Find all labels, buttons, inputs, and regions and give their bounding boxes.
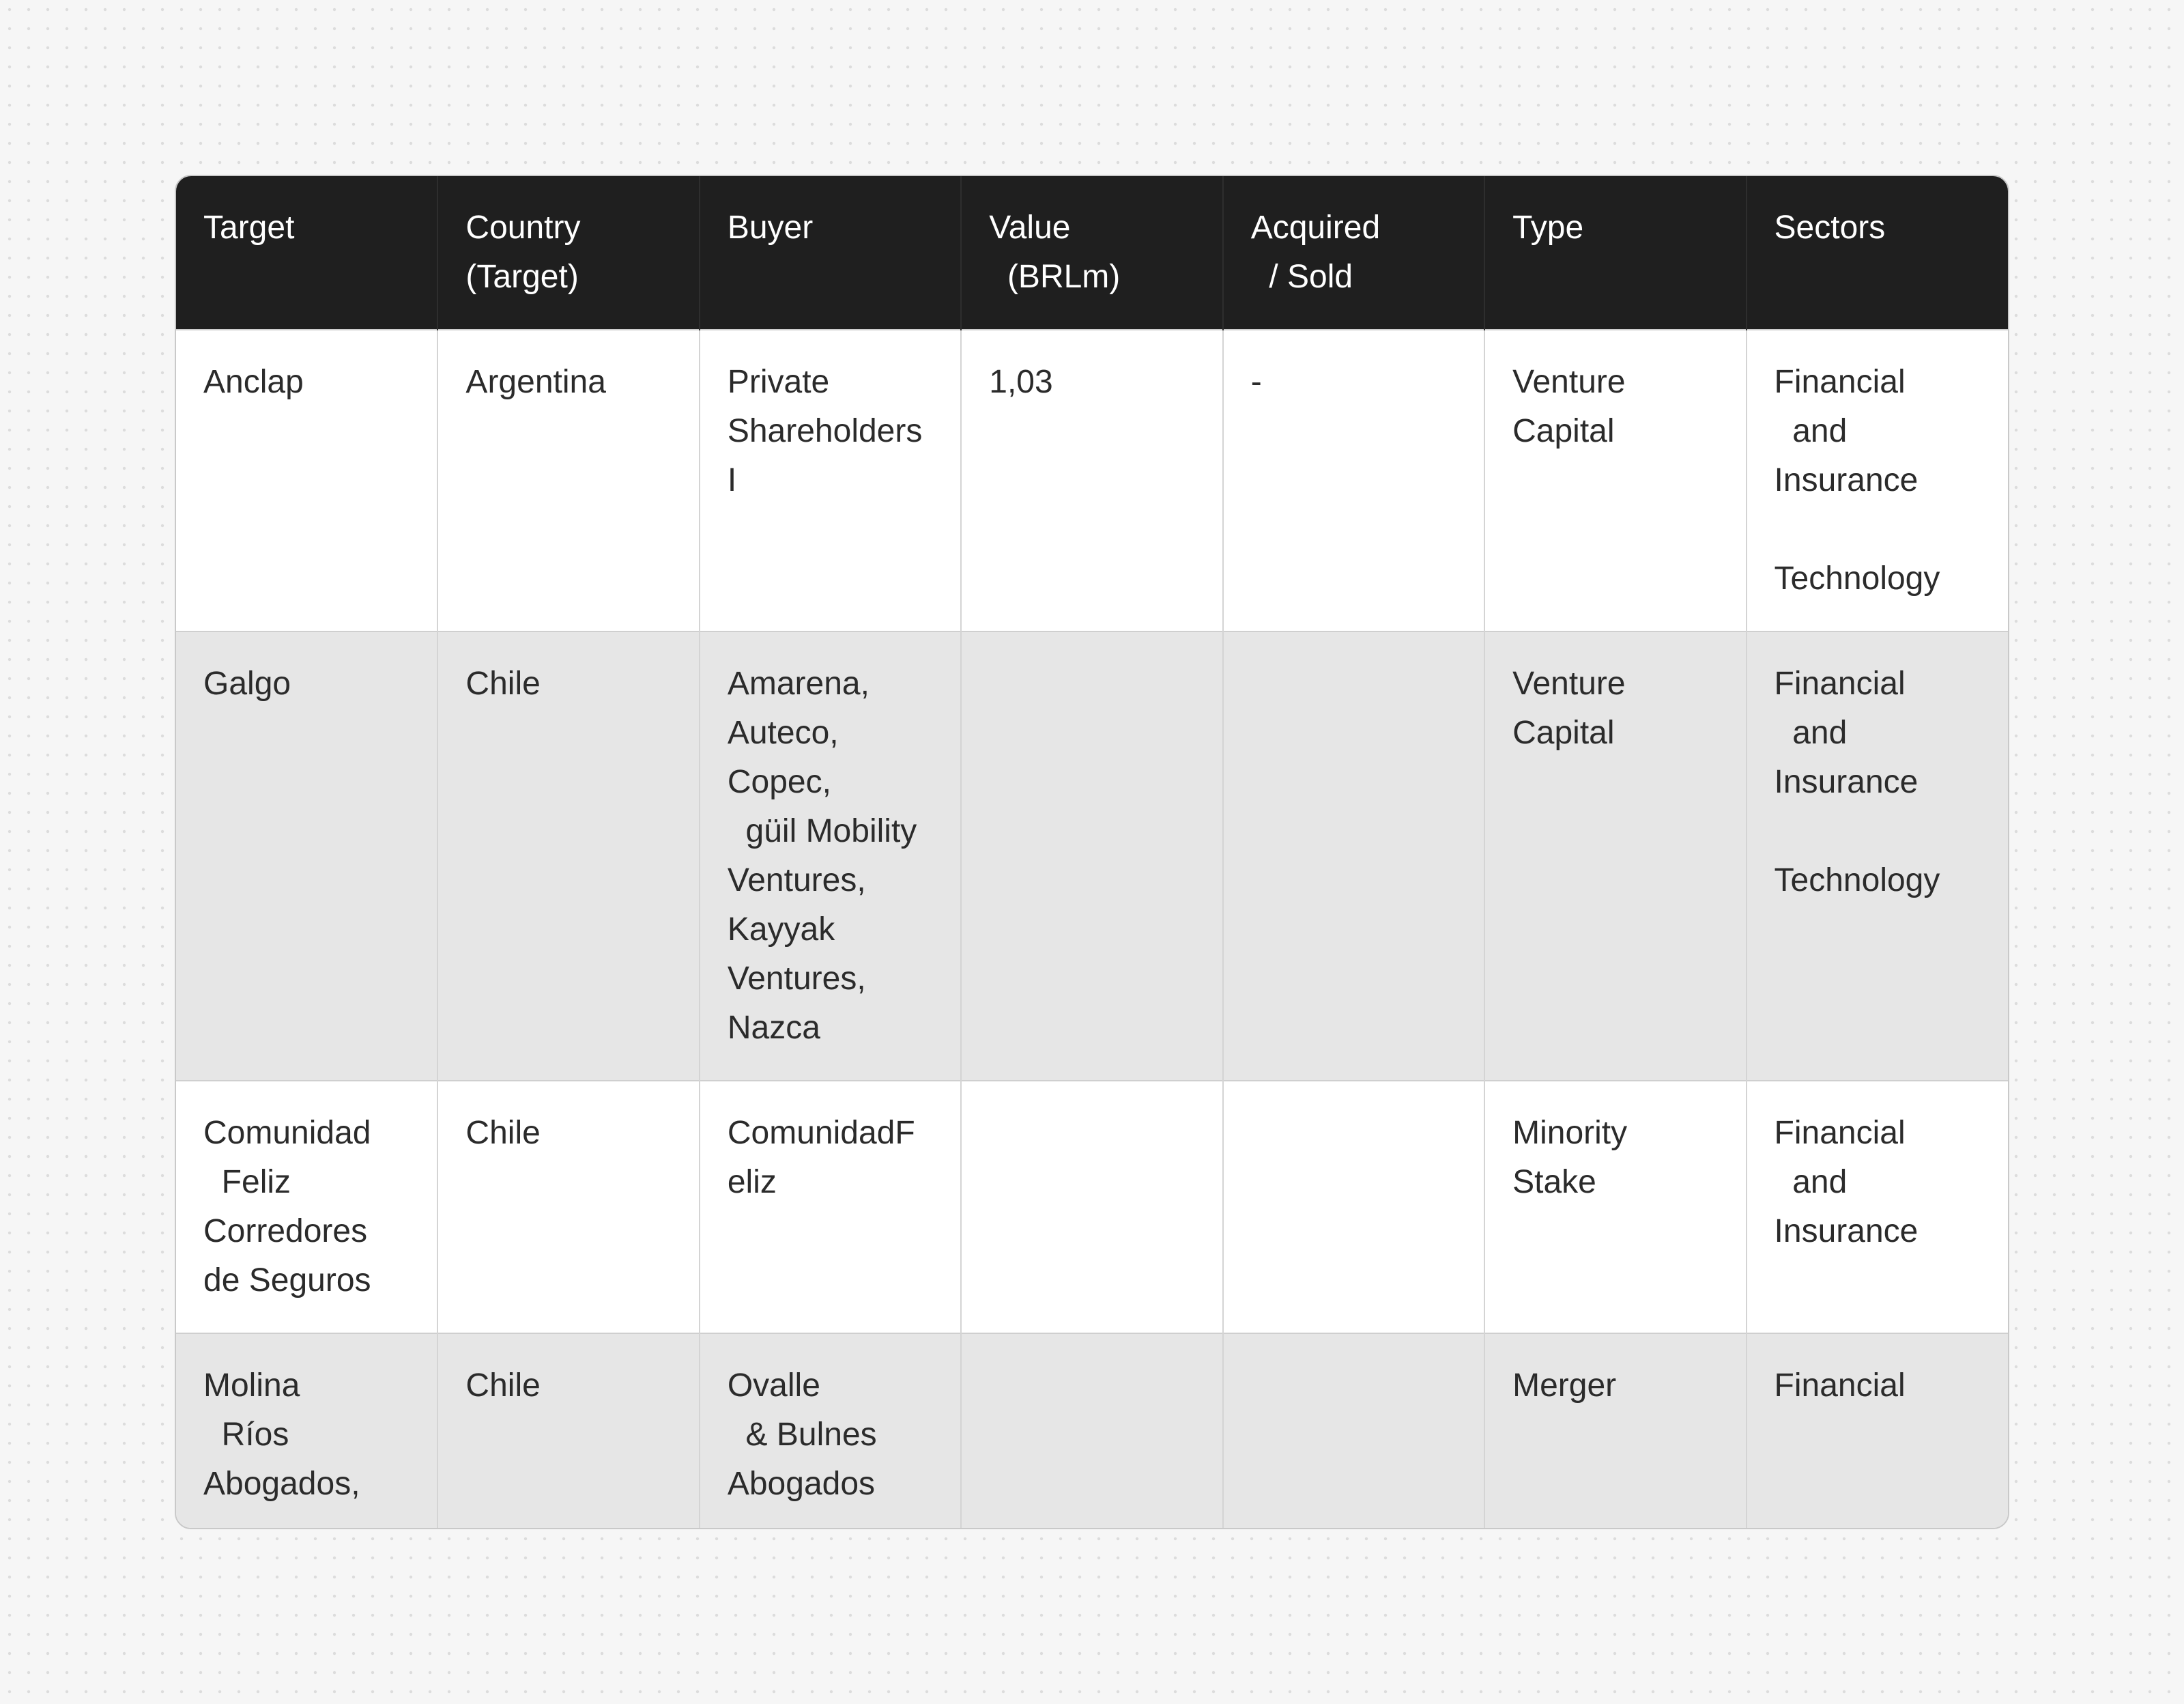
cell-sectors: Financial [1747, 1333, 2008, 1529]
table-row [176, 631, 2008, 1081]
header-value-brlm: Value (BRLm) [961, 176, 1222, 330]
header-country-target: Country (Target) [437, 176, 699, 330]
cell-acquired-sold [1223, 631, 1484, 1081]
table-header-row [176, 176, 2008, 330]
cell-target: Galgo [176, 631, 437, 1081]
cell-value [961, 631, 1222, 1081]
cell-buyer: Amarena, Auteco, Copec, güil Mobility Ventures, Kayyak Ventures, Nazca [700, 631, 961, 1081]
cell-sectors: Financial and Insurance [1747, 1081, 2008, 1333]
cell-sectors: Financial and Insurance Technology [1747, 330, 2008, 631]
header-buyer: Buyer [700, 176, 961, 330]
cell-buyer: Ovalle & Bulnes Abogados [700, 1333, 961, 1529]
cell-buyer: Private Shareholders I [700, 330, 961, 631]
header-sectors: Sectors [1747, 176, 2008, 330]
cell-sectors: Financial and Insurance Technology [1747, 631, 2008, 1081]
cell-target: Molina Ríos Abogados, [176, 1333, 437, 1529]
cell-target: Anclap [176, 330, 437, 631]
cell-country: Chile [437, 631, 699, 1081]
deals-table-card [175, 175, 2009, 1529]
cell-type: Minority Stake [1484, 1081, 1746, 1333]
header-type: Type [1484, 176, 1746, 330]
table-row [176, 1081, 2008, 1333]
cell-target: Comunidad Feliz Corredores de Seguros [176, 1081, 437, 1333]
cell-country: Chile [437, 1081, 699, 1333]
cell-type: Venture Capital [1484, 631, 1746, 1081]
table-row [176, 330, 2008, 631]
cell-type: Merger [1484, 1333, 1746, 1529]
table-row [176, 1333, 2008, 1529]
cell-value: 1,03 [961, 330, 1222, 631]
cell-value [961, 1333, 1222, 1529]
cell-value [961, 1081, 1222, 1333]
cell-country: Argentina [437, 330, 699, 631]
deals-table [176, 176, 2008, 1529]
cell-acquired-sold [1223, 1333, 1484, 1529]
cell-acquired-sold [1223, 1081, 1484, 1333]
cell-country: Chile [437, 1333, 699, 1529]
header-acquired-sold: Acquired / Sold [1223, 176, 1484, 330]
cell-acquired-sold: - [1223, 330, 1484, 631]
cell-buyer: ComunidadF eliz [700, 1081, 961, 1333]
cell-type: Venture Capital [1484, 330, 1746, 631]
header-target: Target [176, 176, 437, 330]
